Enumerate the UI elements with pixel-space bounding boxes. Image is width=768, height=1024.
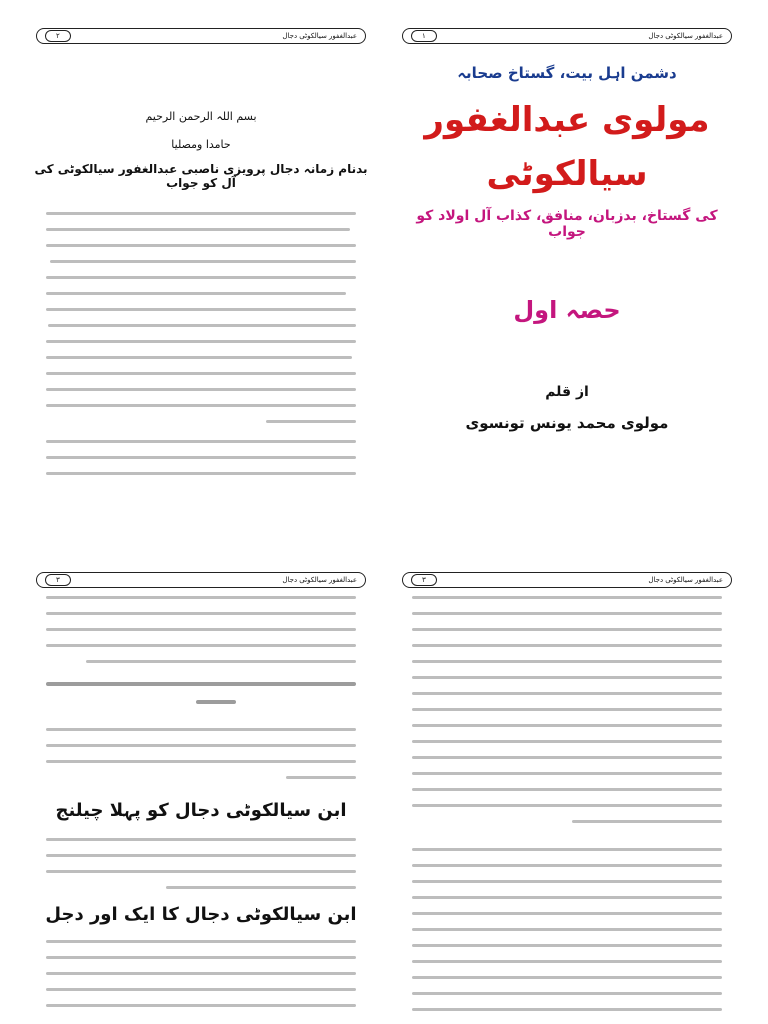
header-title: عبدالغفور سیالکوٹی دجال (648, 32, 723, 40)
page-bottom-right (398, 572, 736, 1024)
section-heading: ابن سیالکوٹی دجال کا ایک اور دجل (45, 904, 357, 925)
body-text (46, 836, 356, 896)
page-header (36, 28, 366, 44)
body-text (46, 594, 356, 680)
page-number: ٣ (411, 574, 437, 586)
page-header (402, 28, 732, 44)
header-title: عبدالغفور سیالکوٹی دجال (282, 32, 357, 40)
part-label: حصہ اول (513, 296, 621, 324)
cover-tagline: کی گستاخ، بدزبان، منافق، کذاب آل اولاد کو جواب (416, 208, 718, 240)
quote-block (46, 678, 356, 716)
body-text (412, 594, 722, 834)
page-bottom-left (32, 572, 370, 1024)
body-text (46, 208, 356, 478)
page-number: ٣ (45, 574, 71, 586)
hamd-line: حامدا ومصلیا (171, 138, 231, 151)
cover-title-line1: مولوی عبدالغفور (424, 100, 710, 140)
cover-title-line2: سیالکوٹی (486, 154, 648, 194)
body-text (46, 726, 356, 790)
bismillah: بسم اللہ الرحمن الرحیم (145, 110, 257, 123)
header-title: عبدالغفور سیالکوٹی دجال (648, 576, 723, 584)
body-text (412, 846, 722, 1022)
page-number: ٢ (45, 30, 71, 42)
body-text (46, 938, 356, 1024)
page-top-left (32, 28, 370, 506)
section-heading: ابن سیالکوٹی دجال کو پہلا چیلنج (55, 800, 347, 821)
author-prefix: از قلم (545, 384, 589, 400)
page-number: ١ (411, 30, 437, 42)
page-top-right (398, 28, 736, 506)
cover-subtitle: دشمن اہل بیت، گستاخ صحابہ (457, 64, 677, 82)
page-title: بدنام زمانہ دجال پرویزی ناصبی عبدالغفور سیالکوٹی کی آل کو جواب (34, 162, 368, 190)
page-header (36, 572, 366, 588)
page-header (402, 572, 732, 588)
author-name: مولوی محمد یونس تونسوی (465, 414, 669, 432)
header-title: عبدالغفور سیالکوٹی دجال (282, 576, 357, 584)
